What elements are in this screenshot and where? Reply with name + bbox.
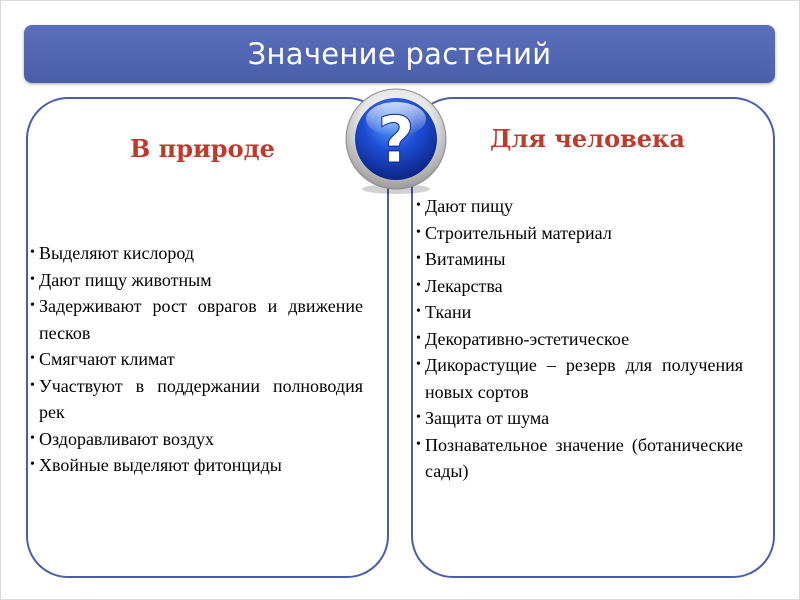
list-item: • Дикорастущие – резерв для получения новых сортов — [416, 352, 743, 405]
slide-title: Значение растений — [247, 37, 552, 71]
list-item: • Познавательное значение (ботанические сады) — [416, 432, 743, 485]
bullet-icon: • — [30, 430, 35, 446]
bullet-icon: • — [30, 351, 35, 366]
title-bar — [24, 25, 775, 83]
list-item: • Дают пищу — [416, 193, 743, 220]
bullet-icon: • — [416, 330, 421, 346]
bullet-icon: • — [30, 245, 35, 260]
nature-list — [30, 240, 363, 479]
bullet-icon: • — [416, 436, 421, 452]
list-item: • Дают пищу животным — [30, 267, 363, 294]
bullet-icon: • — [416, 410, 421, 425]
human-list — [416, 193, 743, 485]
bullet-icon: • — [30, 377, 35, 393]
list-item: • Лекарства — [416, 273, 743, 300]
bullet-icon: • — [416, 251, 421, 266]
bullet-icon: • — [416, 304, 421, 319]
question-mark-icon — [341, 86, 451, 196]
list-item: • Смягчают климат — [30, 346, 363, 373]
list-item: • Оздоравливают воздух — [30, 426, 363, 453]
list-item: • Ткани — [416, 299, 743, 326]
svg-text:?: ? — [377, 104, 415, 178]
list-item: • Участвуют в поддержании полноводия рек — [30, 373, 363, 426]
list-item: • Витамины — [416, 246, 743, 273]
bullet-icon: • — [416, 198, 421, 213]
bullet-icon: • — [416, 277, 421, 293]
human-heading: Для человека — [490, 124, 685, 153]
bullet-icon: • — [30, 271, 35, 287]
bullet-icon: • — [416, 357, 421, 372]
list-item: • Задерживают рост оврагов и движение песков — [30, 293, 363, 346]
list-item: • Выделяют кислород — [30, 240, 363, 267]
list-item: • Защита от шума — [416, 405, 743, 432]
nature-heading: В природе — [130, 134, 275, 163]
bullet-icon: • — [416, 224, 421, 240]
bullet-icon: • — [30, 457, 35, 472]
list-item: • Хвойные выделяют фитонциды — [30, 452, 363, 479]
bullet-icon: • — [30, 298, 35, 313]
list-item: • Декоративно-эстетическое — [416, 326, 743, 353]
list-item: • Строительный материал — [416, 220, 743, 247]
